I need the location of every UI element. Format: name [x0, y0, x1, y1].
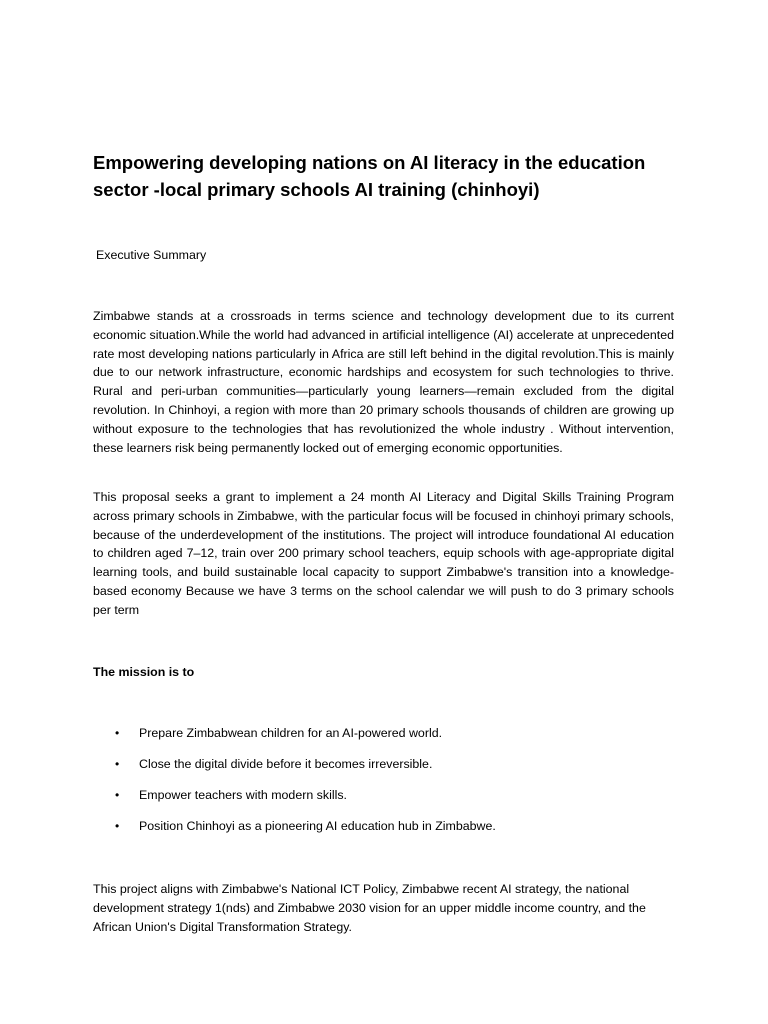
bullet-icon: • — [115, 819, 120, 833]
paragraph-proposal: This proposal seeks a grant to implement a 24 month AI Literacy and Digital Skills Training Program across primary schools in Zimbabwe, with the particular focus will be focused in chinhoyi primary schools, because of the underdevelopment of the institutions. The project will introduce foundational AI education to children aged 7–12, train over 200 primary school teachers, equip schools with age-appropriate digital learning tools, and build sustainable local capacity to support Zimbabwe's transition into a knowledge-based economy Because we have 3 terms on the school calendar we will push to do 3 primary schools per term — [93, 490, 674, 617]
mission-item-text: Close the digital divide before it becomes irreversible. — [139, 757, 433, 771]
mission-list — [93, 725, 496, 849]
bullet-icon: • — [115, 757, 120, 771]
mission-list-item — [93, 756, 496, 773]
paragraph-alignment: This project aligns with Zimbabwe's National ICT Policy, Zimbabwe recent AI strategy, the national development strategy 1(nds) and Zimbabwe 2030 vision for an upper middle income country, and the African Union's Digital Transformation Strategy. — [93, 882, 646, 934]
mission-heading: The mission is to — [93, 665, 195, 679]
document-title: Empowering developing nations on AI literacy in the education sector -local primary schools AI training (chinhoyi) — [93, 152, 646, 200]
mission-item-text: Empower teachers with modern skills. — [139, 788, 347, 802]
mission-list-item — [93, 725, 496, 742]
executive-summary-heading: Executive Summary — [96, 248, 207, 262]
paragraph-intro: Zimbabwe stands at a crossroads in terms science and technology development due to its current economic situation.While the world had advanced in artificial intelligence (AI) accelerate at unprecedented rate most developing nations particularly in Africa are still left behind in the digital revolution.This is mainly due to our network infrastructure, economic hardships and ecosystem for such technologies to thrive. Rural and peri-urban communities—particularly young learners—remain excluded from the digital revolution. In Chinhoyi, a region with more than 20 primary schools thousands of children are growing up without exposure to the technologies that has revolutionized the whole industry . Without intervention, these learners risk being permanently locked out of emerging economic opportunities. — [93, 309, 674, 455]
bullet-icon: • — [115, 788, 120, 802]
bullet-icon: • — [115, 726, 120, 740]
mission-list-item — [93, 818, 496, 835]
mission-item-text: Prepare Zimbabwean children for an AI-powered world. — [139, 726, 443, 740]
mission-list-item — [93, 787, 496, 804]
mission-item-text: Position Chinhoyi as a pioneering AI education hub in Zimbabwe. — [139, 819, 496, 833]
